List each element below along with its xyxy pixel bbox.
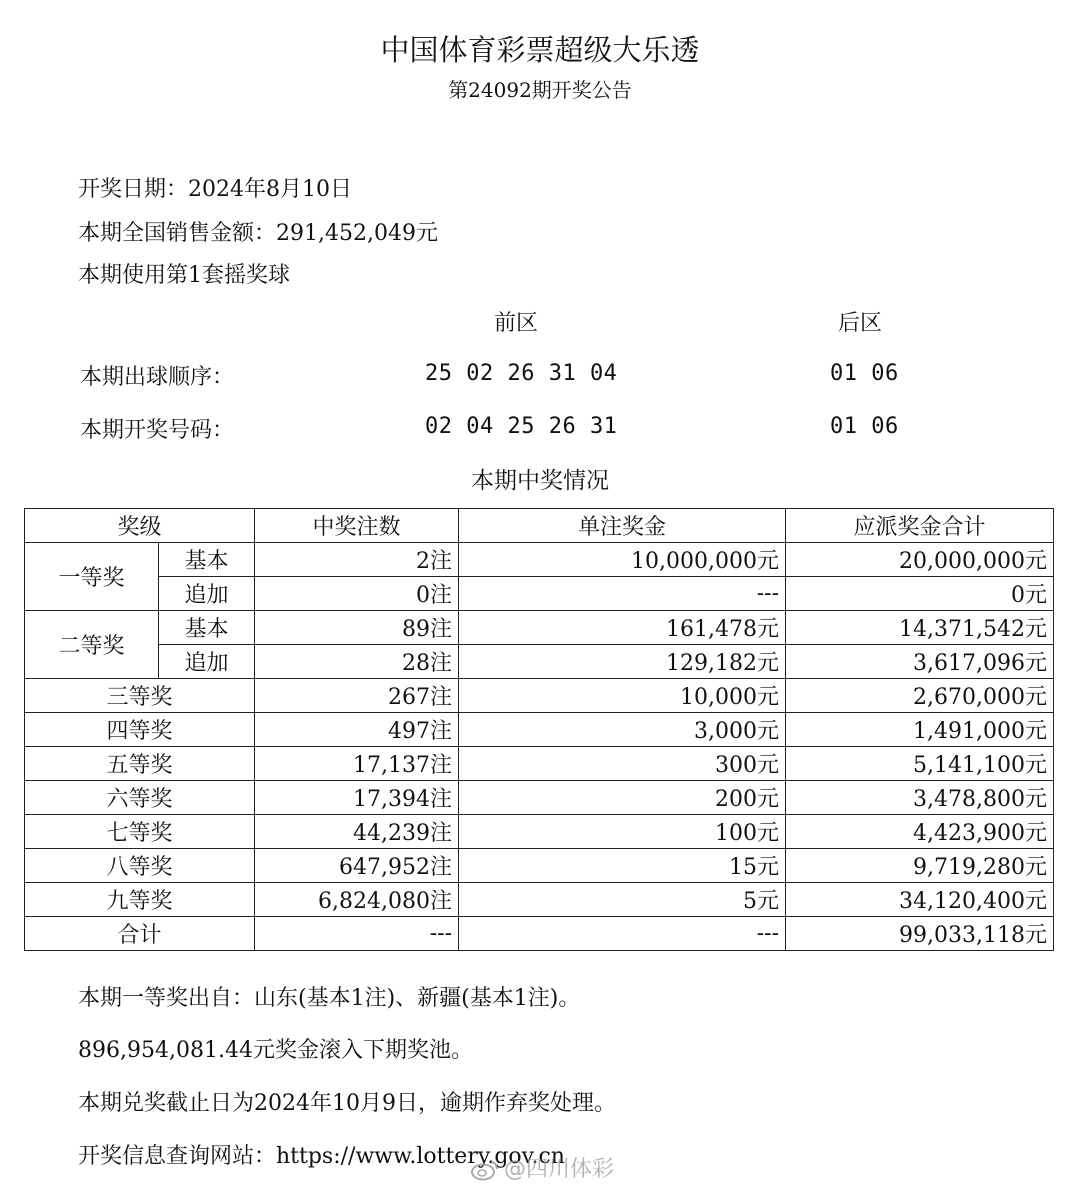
prize-cell: 3,000元 [459, 713, 786, 747]
draw-order-front: 25 02 26 31 04 [425, 361, 618, 386]
level-cell: 二等奖 [25, 611, 159, 679]
winners-origin: 本期一等奖出自：山东(基本1注)、新疆(基本1注)。 [78, 986, 581, 1011]
count-cell: 89注 [255, 611, 459, 645]
table-row [25, 543, 1054, 577]
table-row [25, 747, 1054, 781]
header-count: 中奖注数 [255, 509, 459, 543]
count-cell: --- [255, 917, 459, 951]
table-header-row [25, 509, 1054, 543]
table-row [25, 849, 1054, 883]
header-prize: 单注奖金 [459, 509, 786, 543]
section-title: 本期中奖情况 [471, 468, 609, 494]
table-row [25, 611, 1054, 645]
prize-cell: 200元 [459, 781, 786, 815]
prize-cell: 100元 [459, 815, 786, 849]
level-cell: 六等奖 [25, 781, 255, 815]
table-row [25, 815, 1054, 849]
level-cell: 三等奖 [25, 679, 255, 713]
subtype-cell: 基本 [159, 611, 255, 645]
table-row [25, 713, 1054, 747]
total-cell: 9,719,280元 [786, 849, 1054, 883]
count-cell: 17,394注 [255, 781, 459, 815]
total-cell: 5,141,100元 [786, 747, 1054, 781]
count-cell: 267注 [255, 679, 459, 713]
header-total: 应派奖金合计 [786, 509, 1054, 543]
count-cell: 0注 [255, 577, 459, 611]
count-cell: 44,239注 [255, 815, 459, 849]
total-cell: 3,617,096元 [786, 645, 1054, 679]
total-cell: 4,423,900元 [786, 815, 1054, 849]
winning-numbers-label: 本期开奖号码： [80, 418, 235, 443]
front-zone-label: 前区 [494, 311, 539, 336]
total-cell: 1,491,000元 [786, 713, 1054, 747]
level-cell: 合计 [25, 917, 255, 951]
winning-numbers-front: 02 04 25 26 31 [425, 414, 618, 439]
prize-cell: 161,478元 [459, 611, 786, 645]
count-cell: 6,824,080注 [255, 883, 459, 917]
level-cell: 八等奖 [25, 849, 255, 883]
total-cell: 99,033,118元 [786, 917, 1054, 951]
level-cell: 七等奖 [25, 815, 255, 849]
level-cell: 四等奖 [25, 713, 255, 747]
level-cell: 一等奖 [25, 543, 159, 611]
table-row [25, 781, 1054, 815]
table-row [25, 679, 1054, 713]
total-cell: 14,371,542元 [786, 611, 1054, 645]
draw-order-label: 本期出球顺序： [80, 365, 235, 390]
prize-cell: 15元 [459, 849, 786, 883]
rollover-amount: 896,954,081.44元奖金滚入下期奖池。 [78, 1038, 473, 1063]
page-subtitle: 第24092期开奖公告 [448, 78, 632, 102]
winning-numbers-back: 01 06 [830, 414, 899, 439]
draw-date: 开奖日期：2024年8月10日 [78, 177, 352, 202]
watermark [470, 1152, 614, 1183]
sales-amount: 本期全国销售金额：291,452,049元 [78, 221, 438, 246]
table-sum-row [25, 917, 1054, 951]
count-cell: 2注 [255, 543, 459, 577]
subtype-cell: 基本 [159, 543, 255, 577]
count-cell: 647,952注 [255, 849, 459, 883]
draw-order-back: 01 06 [830, 361, 899, 386]
total-cell: 20,000,000元 [786, 543, 1054, 577]
prize-table [24, 508, 1054, 951]
table-row [25, 883, 1054, 917]
prize-cell: --- [459, 577, 786, 611]
count-cell: 497注 [255, 713, 459, 747]
count-cell: 28注 [255, 645, 459, 679]
page-title: 中国体育彩票超级大乐透 [380, 33, 700, 67]
level-cell: 九等奖 [25, 883, 255, 917]
prize-cell: 129,182元 [459, 645, 786, 679]
website-info: 开奖信息查询网站：https://www.lottery.gov.cn [78, 1144, 565, 1169]
total-cell: 0元 [786, 577, 1054, 611]
level-cell: 五等奖 [25, 747, 255, 781]
prize-cell: 10,000,000元 [459, 543, 786, 577]
subtype-cell: 追加 [159, 577, 255, 611]
weibo-icon [470, 1159, 500, 1181]
ball-set: 本期使用第1套摇奖球 [78, 263, 290, 288]
prize-cell: --- [459, 917, 786, 951]
total-cell: 34,120,400元 [786, 883, 1054, 917]
watermark-text: @四川体彩 [504, 1157, 615, 1182]
prize-cell: 300元 [459, 747, 786, 781]
table-row [25, 577, 1054, 611]
prize-cell: 10,000元 [459, 679, 786, 713]
header-level: 奖级 [25, 509, 255, 543]
count-cell: 17,137注 [255, 747, 459, 781]
back-zone-label: 后区 [838, 311, 883, 336]
total-cell: 2,670,000元 [786, 679, 1054, 713]
prize-cell: 5元 [459, 883, 786, 917]
claim-deadline: 本期兑奖截止日为2024年10月9日，逾期作弃奖处理。 [78, 1091, 616, 1116]
table-row [25, 645, 1054, 679]
total-cell: 3,478,800元 [786, 781, 1054, 815]
subtype-cell: 追加 [159, 645, 255, 679]
